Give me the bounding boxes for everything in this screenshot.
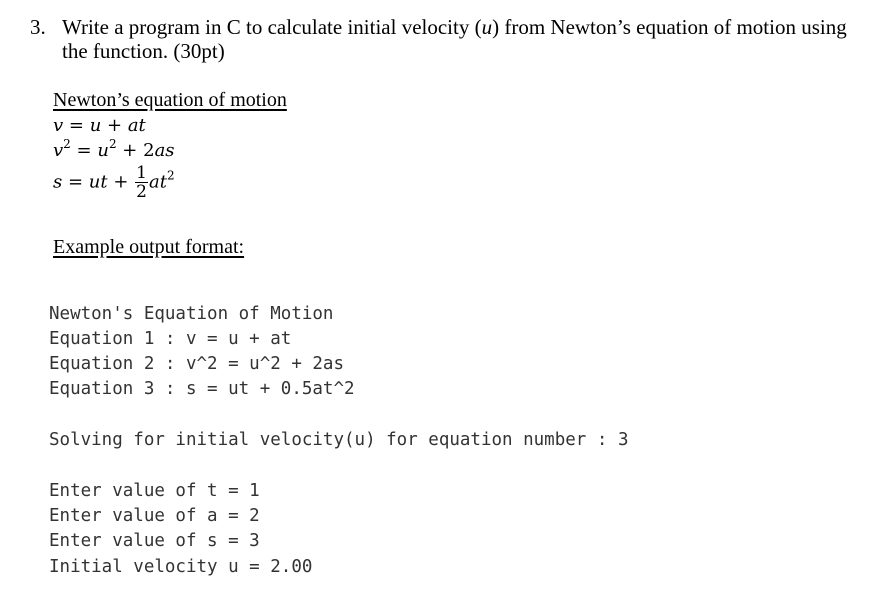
question-line-2: the function. (30pt) (62, 39, 225, 63)
console-line: Newton's Equation of Motion (49, 304, 334, 324)
fraction-one-half: $\frac{1}{2}$ (136, 163, 147, 202)
equation-2: $v^2 = u^2 + 2as$ (53, 137, 175, 161)
console-line: Enter value of a = 2 (49, 506, 260, 526)
question-text (62, 15, 877, 63)
console-line: Enter value of t = 1 (49, 481, 260, 501)
question-number: 3. (30, 15, 46, 39)
console-line: Equation 1 : v = u + at (49, 329, 292, 349)
console-line: Equation 2 : v^2 = u^2 + 2as (49, 354, 345, 374)
equation-3: s = ut + $\frac{1}{2}$ $at^2$ (53, 163, 175, 202)
velocity-variable: u (481, 15, 493, 39)
equation-1: v = u + at (53, 115, 146, 136)
console-line: Solving for initial velocity(u) for equation number : 3 (49, 430, 629, 450)
console-line: Initial velocity u = 2.00 (49, 557, 313, 577)
console-line: Equation 3 : s = ut + 0.5at^2 (49, 379, 355, 399)
question-line-1: Write a program in C to calculate initial velocity (u) from Newton’s equation of motion using (62, 15, 847, 39)
example-heading: Example output format: (53, 236, 245, 258)
console-line: Enter value of s = 3 (49, 531, 260, 551)
equations-heading: Newton’s equation of motion (53, 89, 287, 111)
